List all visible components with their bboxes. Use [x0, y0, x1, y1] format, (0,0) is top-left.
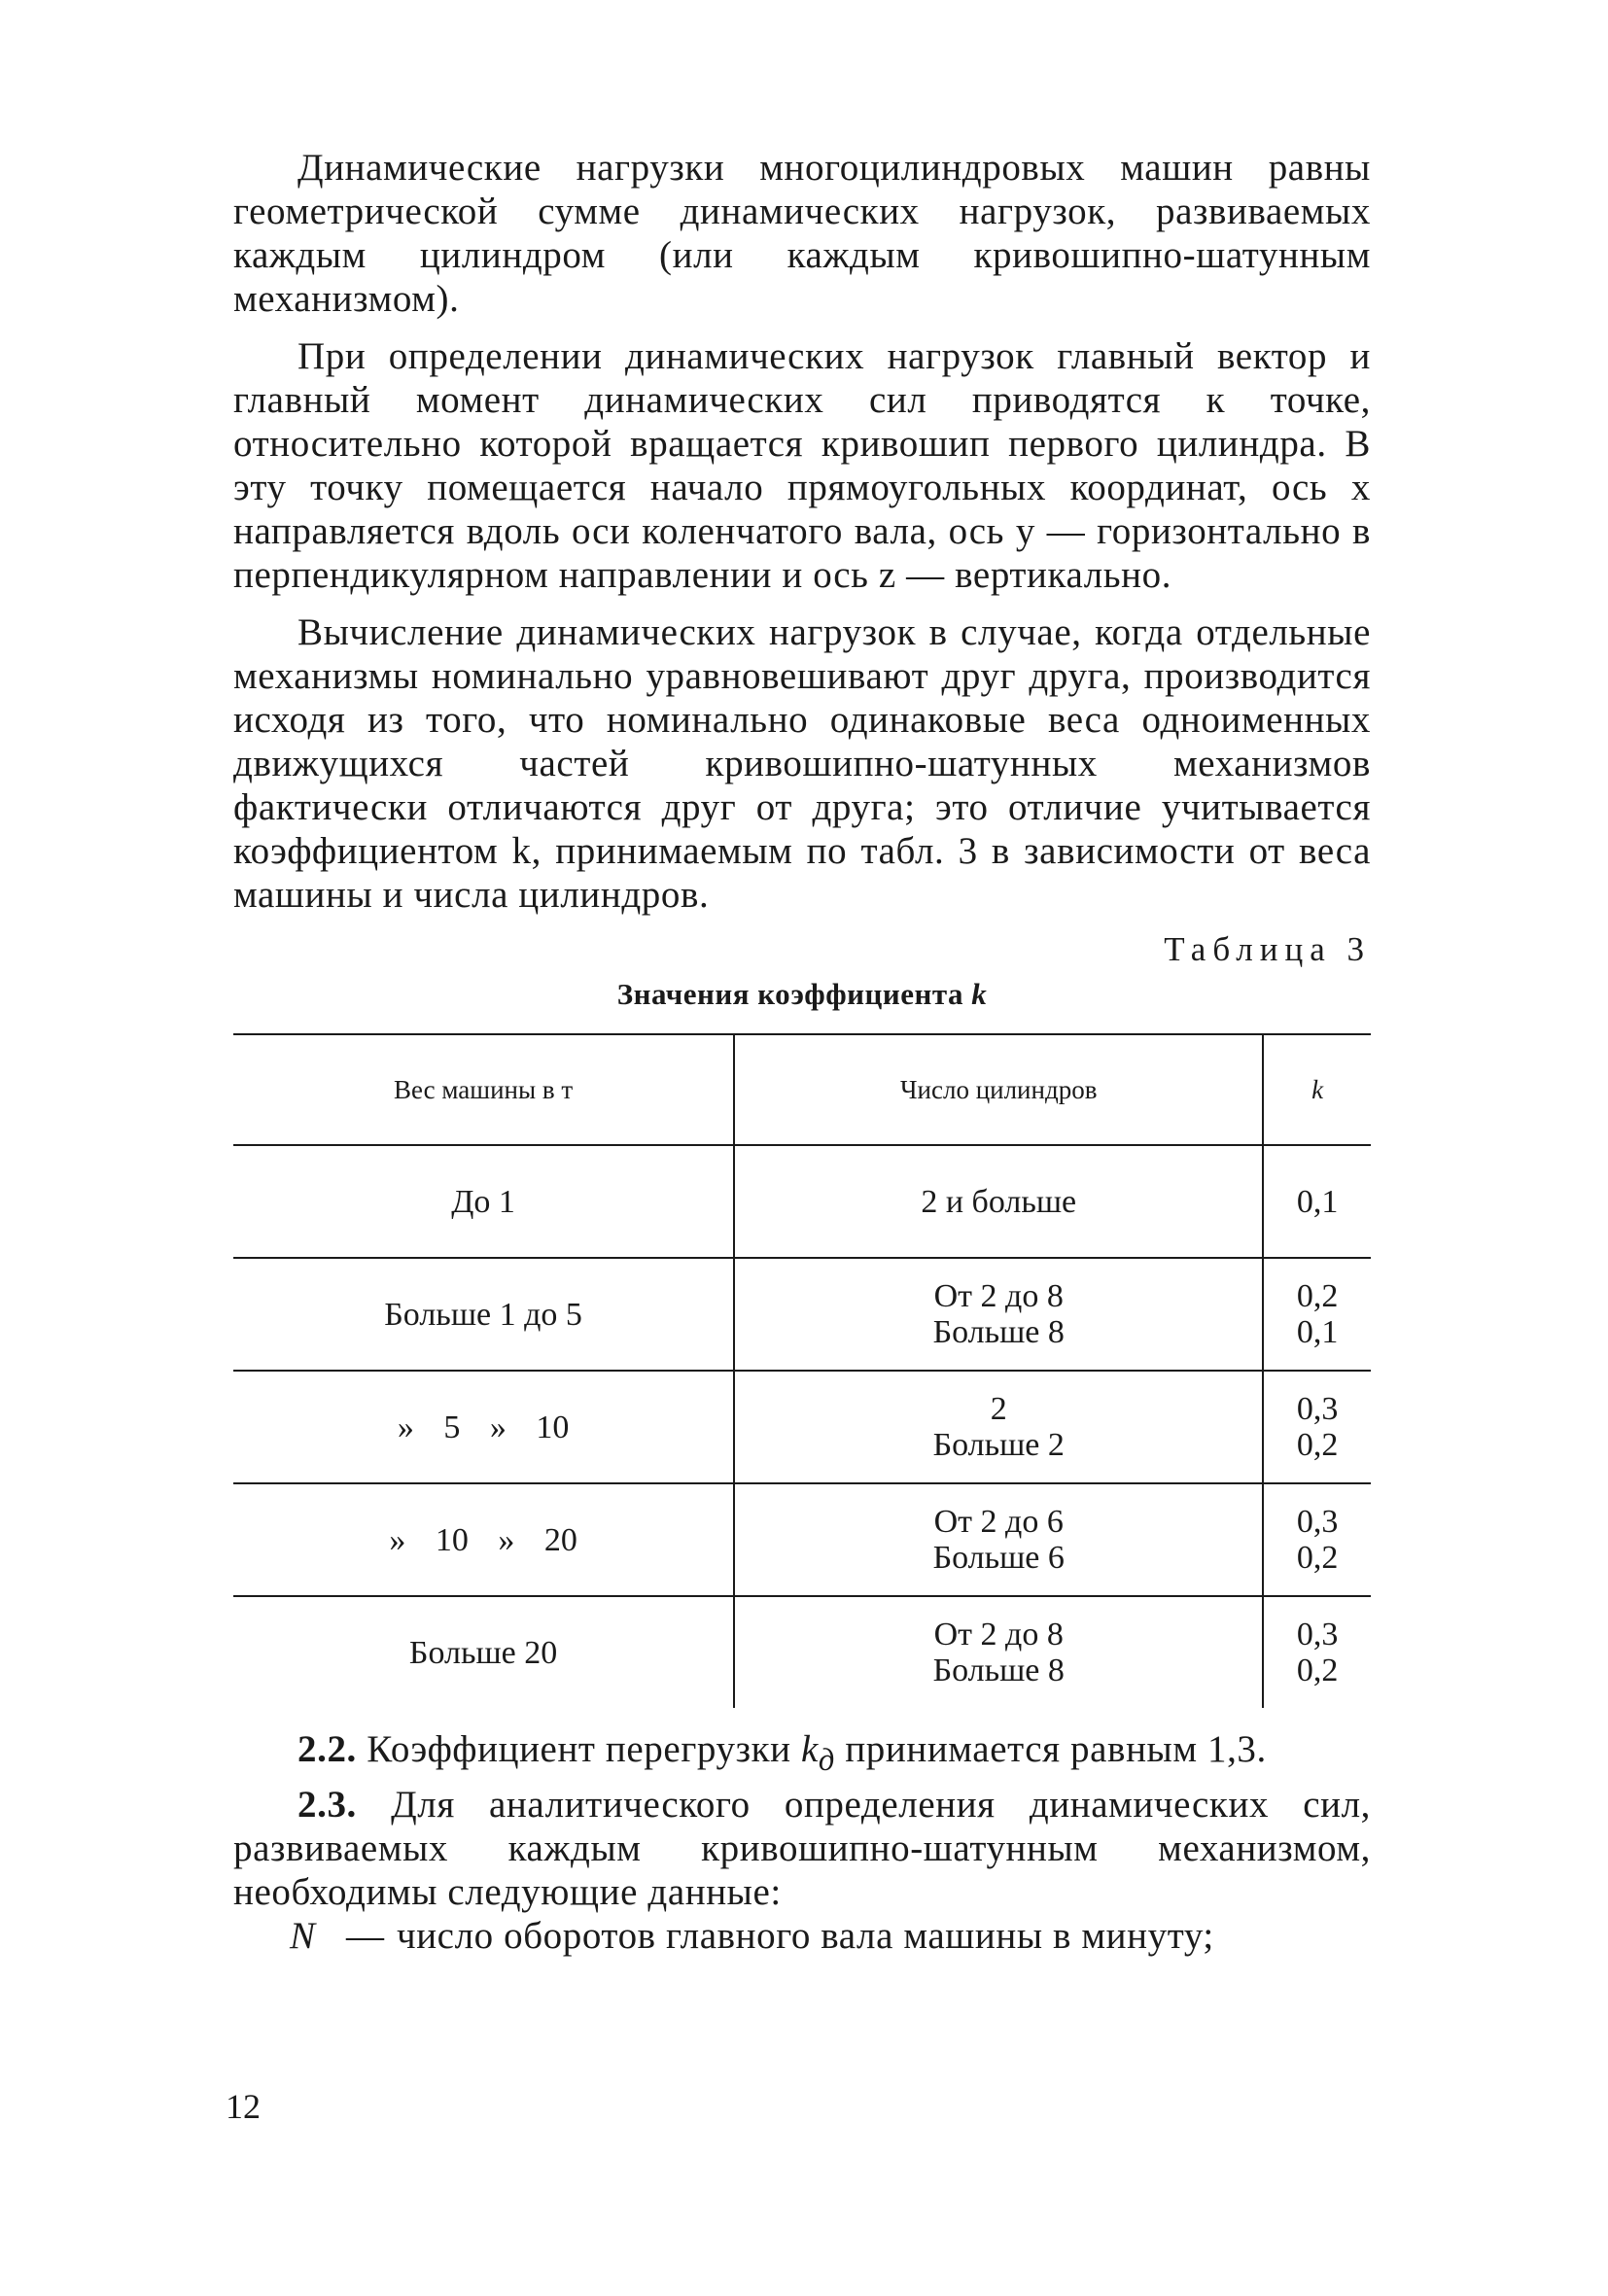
item-2-3 [233, 1783, 1371, 1914]
symbol-k: k [800, 1728, 819, 1770]
k-value: 0,1 [1296, 1314, 1339, 1350]
cell-weight: » 5 » 10 [233, 1371, 734, 1483]
symbol-subscript: д [818, 1742, 835, 1778]
k-value: 0,2 [1296, 1540, 1339, 1576]
cylinders-value: 2 [990, 1391, 1007, 1427]
table-title-text: Значения коэффициента [616, 977, 963, 1011]
page-body [233, 146, 1371, 1958]
table-row [233, 1371, 1371, 1483]
table-row [233, 1145, 1371, 1258]
cell-k [1263, 1483, 1371, 1596]
cell-cylinders [734, 1596, 1263, 1708]
cylinders-value: Больше 2 [932, 1427, 1065, 1463]
table-title-symbol: k [971, 977, 988, 1011]
table-caption: Таблица 3 [1164, 930, 1371, 968]
k-value: 0,2 [1296, 1652, 1339, 1688]
cylinders-value: Больше 8 [932, 1314, 1065, 1350]
cell-weight: » 10 » 20 [233, 1483, 734, 1596]
table-row [233, 1483, 1371, 1596]
definition-n [290, 1914, 1371, 1958]
paragraph-coordinates: При определении динамических нагрузок главный вектор и главный момент динамических сил приводятся к точке, относительно которой вращается кривошип первого цилиндра. В эту точку помещается начало прямоугольных координат, ось x направляется вдоль оси коленчатого вала, ось y — горизонтально в перпендикулярном направлении и ось z — вертикально. [233, 335, 1371, 596]
item-number: 2.2. [297, 1728, 357, 1770]
cell-k [1263, 1371, 1371, 1483]
item-number: 2.3. [297, 1783, 357, 1826]
paragraph-coefficient-k: Вычисление динамических нагрузок в случае, когда отдельные механизмы номинально уравновешивают друг друга, производится исходя из того, что номинально одинаковые веса одноименных движущихся частей кривошипно-шатунных механизмов фактически отличаются друг от друга; это отличие учитывается коэффициентом k, принимаемым по табл. 3 в зависимости от веса машины и числа цилиндров. [233, 611, 1371, 916]
cylinders-value: Больше 8 [932, 1652, 1065, 1688]
cell-cylinders [734, 1258, 1263, 1371]
definition-dash: — [346, 1914, 385, 1957]
cylinders-value: От 2 до 8 [933, 1617, 1064, 1652]
table-row [233, 1258, 1371, 1371]
table-title [233, 977, 1371, 1012]
cell-weight: До 1 [233, 1145, 734, 1258]
cell-weight: Больше 20 [408, 1634, 558, 1671]
item-text: Для аналитического определения динамических сил, развиваемых каждым кривошипно-шатунным механизмом, необходимы следующие данные: [233, 1783, 1371, 1913]
item-text: Коэффициент перегрузки [367, 1728, 791, 1770]
k-value: 0,3 [1296, 1617, 1339, 1652]
paragraph-dynamic-loads: Динамические нагрузки многоцилиндровых машин равны геометрической сумме динамических нагрузок, развиваемых каждым цилиндром (или каждым кривошипно-шатунным механизмом). [233, 147, 1371, 320]
cell-weight: Больше 1 до 5 [233, 1258, 734, 1371]
cylinders-value: 2 и больше [921, 1183, 1077, 1220]
k-value: 0,2 [1296, 1278, 1339, 1314]
cylinders-value: Больше 6 [932, 1540, 1065, 1576]
coefficient-table [233, 1033, 1371, 1708]
cell-k [1263, 1258, 1371, 1371]
header-weight: Вес машины в т [233, 1034, 734, 1145]
item-text: принимается равным 1,3. [845, 1728, 1267, 1770]
cell-cylinders [734, 1145, 1263, 1258]
header-cylinders: Число цилиндров [734, 1034, 1263, 1145]
definition-symbol: N [290, 1914, 316, 1957]
table-row [233, 1596, 1371, 1708]
cell-k [1263, 1596, 1371, 1708]
cell-k [1263, 1145, 1371, 1258]
cylinders-value: От 2 до 8 [933, 1278, 1064, 1314]
header-k: k [1263, 1034, 1371, 1145]
k-value: 0,2 [1296, 1427, 1339, 1463]
page-number: 12 [226, 2087, 261, 2126]
overload-coefficient-symbol [800, 1728, 835, 1778]
k-value: 0,3 [1296, 1391, 1339, 1427]
definition-text: число оборотов главного вала машины в минуту; [397, 1914, 1214, 1957]
table-header-row [233, 1034, 1371, 1145]
cell-cylinders [734, 1371, 1263, 1483]
item-2-2 [233, 1727, 1371, 1783]
cylinders-value: От 2 до 6 [933, 1504, 1064, 1540]
cell-cylinders [734, 1483, 1263, 1596]
k-value: 0,3 [1296, 1504, 1339, 1540]
k-value: 0,1 [1296, 1183, 1339, 1220]
